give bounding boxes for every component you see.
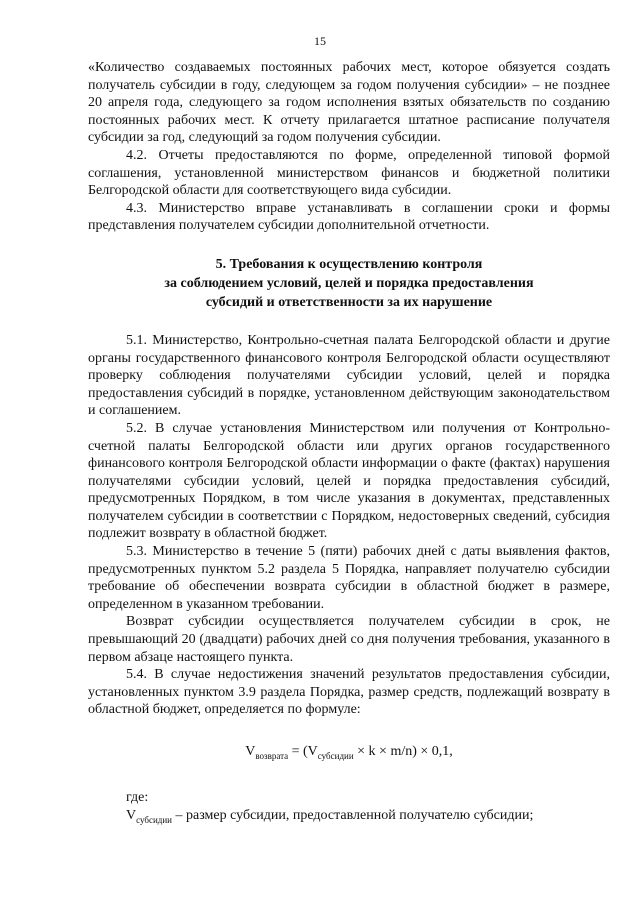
paragraph-continuation: «Количество создаваемых постоянных рабочих мест, которое обязуется создать получатель субсидии в году, следующем за годом получения субсидии» – не позднее 20 апреля года, следующего за годом исполнения взятых обязательств по созданию постоянных рабочих мест. К отчету прилагается штатное расписание получателя субсидии за год, следующий за годом получения субсидии. bbox=[88, 60, 610, 146]
paragraph-5-3: 5.3. Министерство в течение 5 (пяти) рабочих дней с даты выявления фактов, предусмотренных пунктом 5.2 раздела 5 Порядка, направляет получателю субсидии требование об обеспечении возврата субсидии в областной бюджет в размере, определенном в указанном требовании. bbox=[88, 544, 610, 612]
paragraph-4-3: 4.3. Министерство вправе устанавливать в соглашении сроки и формы представления получателем субсидии дополнительной отчетности. bbox=[88, 200, 610, 234]
formula-rhs-sub: субсидии bbox=[317, 750, 354, 761]
section-heading bbox=[88, 255, 610, 312]
formula-rhs-tail: × k × m/n) × 0,1, bbox=[353, 744, 453, 759]
paragraph-5-3-return: Возврат субсидии осуществляется получателем субсидии в срок, не превышающий 20 (двадцати) рабочих дней со дня получения требования, указанного в первом абзаце настоящего пункта. bbox=[88, 614, 610, 665]
formula-lhs-symbol: V bbox=[245, 744, 256, 759]
formula bbox=[88, 743, 610, 765]
paragraph-5-4: 5.4. В случае недостижения значений результатов предоставления субсидии, установленных пунктом 3.9 раздела Порядка, размер средств, подлежащий возврату в областной бюджет, определяется по формуле: bbox=[88, 667, 610, 718]
paragraph-5-2: 5.2. В случае установления Министерством или получения от Контрольно-счетной палаты Белгородской области или других органов государственного финансового контроля Белгородской области информации о факте (фактах) нарушения получателями субсидии условий, целей и порядка предоставления субсидий, предусмотренных Порядком, в том числе указания в документах, представленных получателем субсидии в соответствии с Порядком, недостоверных сведений, субсидия подлежит возврату в областной бюджет. bbox=[88, 420, 610, 542]
paragraph-5-1: 5.1. Министерство, Контрольно-счетная палата Белгородской области и другие органы государственного финансового контроля Белгородской области осуществляют проверку соблюдения получателями субсидии условий, целей и порядка предоставления субсидий в порядке, установленном действующим законодательством и соглашением. bbox=[88, 332, 610, 419]
page-number: 15 bbox=[314, 34, 326, 48]
section-heading-line-3: субсидий и ответственности за их нарушение bbox=[205, 294, 493, 310]
where-label: где: bbox=[126, 790, 149, 806]
formula-lhs-sub: возврата bbox=[255, 750, 289, 761]
definition-v-subsidy bbox=[88, 807, 610, 829]
section-heading-line-2: за соблюдением условий, целей и порядка предоставления bbox=[164, 275, 534, 291]
section-heading-line-1: 5. Требования к осуществлению контроля bbox=[215, 256, 483, 272]
document-body bbox=[88, 59, 610, 829]
formula-eq-open: = (V bbox=[288, 744, 318, 759]
definition-symbol: V bbox=[126, 807, 137, 823]
definition-sub: субсидии bbox=[136, 814, 172, 825]
paragraph-4-2: 4.2. Отчеты предоставляются по форме, определенной типовой формой соглашения, установленной министерством финансов и бюджетной политики Белгородской области для соответствующего вида субсидии. bbox=[88, 147, 610, 199]
definition-text: – размер субсидии, предоставленной получателю субсидии; bbox=[171, 807, 534, 823]
